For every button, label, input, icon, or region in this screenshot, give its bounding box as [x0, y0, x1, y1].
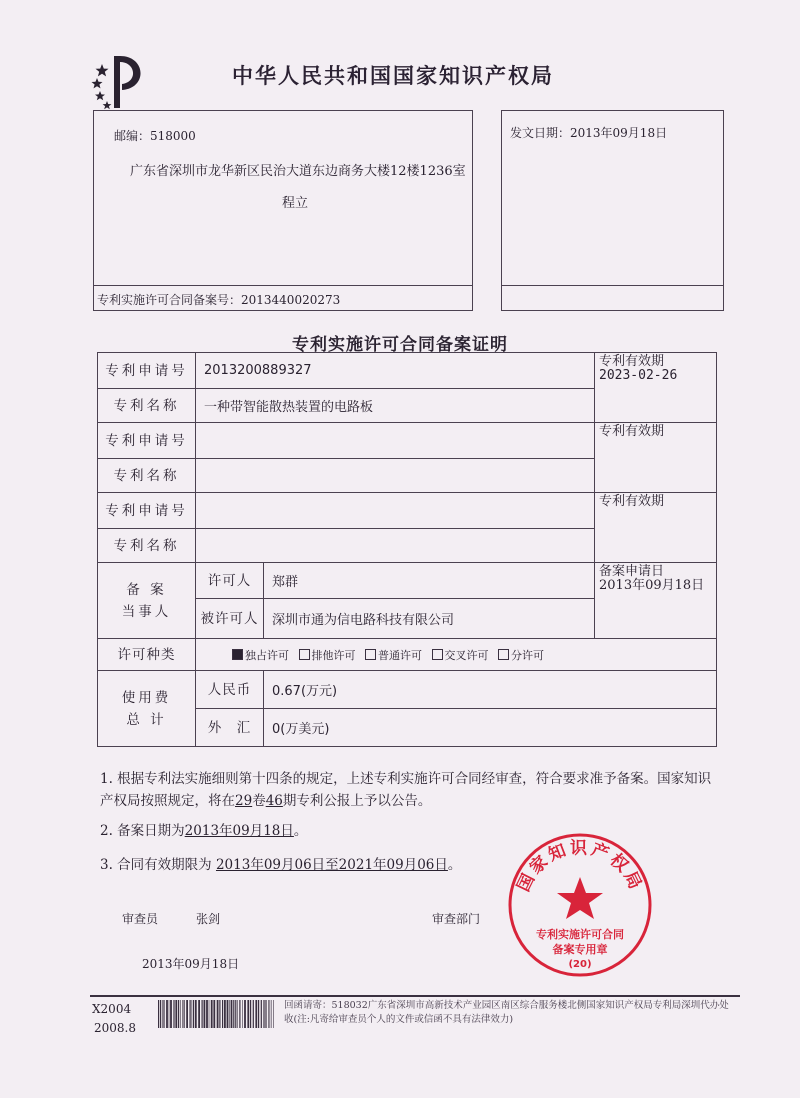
barcode-bar: [227, 1000, 229, 1028]
svg-text:(20): (20): [568, 959, 592, 970]
license-option: 分许可: [492, 649, 544, 662]
license-type-options: [196, 639, 717, 671]
patent-name-label: 专利名称: [98, 459, 196, 493]
checkbox-icon: [498, 649, 509, 660]
patent-name: [196, 459, 595, 493]
license-option: 交叉许可: [426, 649, 489, 662]
patent-validity-cell: [595, 493, 717, 563]
rmb-value: 0.67(万元): [264, 671, 717, 709]
barcode-bar: [255, 1000, 257, 1028]
barcode-bar: [158, 1000, 159, 1028]
svg-text:国家知识产权局: 国家知识产权局: [513, 838, 647, 895]
barcode-bar: [229, 1000, 230, 1028]
barcode-bar: [239, 1000, 240, 1028]
forex-value: 0(万美元): [264, 709, 717, 747]
barcode-bar: [175, 1000, 177, 1028]
record-table: [97, 352, 717, 747]
official-seal: [505, 830, 655, 980]
gazette-issue: 46: [265, 793, 283, 809]
licensee-name: 深圳市通为信电路科技有限公司: [264, 599, 595, 639]
barcode-bar: [270, 1000, 271, 1028]
license-option: 排他许可: [293, 649, 356, 662]
svg-text:备案专用章: 备案专用章: [552, 943, 608, 956]
licensor-name: 郑群: [264, 563, 595, 599]
barcode-bar: [206, 1000, 208, 1028]
filing-date: 2013年09月18日: [599, 578, 705, 593]
barcode-bar: [242, 1000, 243, 1028]
postcode: 邮编：518000: [114, 129, 196, 143]
barcode-bar: [170, 1000, 172, 1028]
patent-name-label: 专利名称: [98, 529, 196, 563]
license-option: 普通许可: [359, 649, 422, 662]
cnipa-logo: [88, 50, 148, 112]
patent-name: 一种带智能散热装置的电路板: [196, 389, 595, 423]
barcode-bar: [250, 1000, 251, 1028]
paragraph-2: 2. 备案日期为2013年09月18日。: [100, 823, 308, 839]
barcode-bar: [233, 1000, 234, 1028]
barcode-bar: [253, 1000, 254, 1028]
barcode-bar: [268, 1000, 269, 1028]
barcode-bar: [198, 1000, 200, 1028]
patent-app-label: 专利申请号: [98, 423, 196, 459]
parties-label: 备 案 当事人: [98, 563, 196, 639]
filing-date-text: 2013年09月18日: [184, 823, 294, 839]
licensee-label: 被许可人: [196, 599, 264, 639]
patent-name: [196, 529, 595, 563]
filing-date-cell: [595, 563, 717, 639]
checkbox-icon: [299, 649, 310, 660]
barcode-bar: [166, 1000, 168, 1028]
barcode-bar: [222, 1000, 223, 1028]
barcode-bar: [224, 1000, 226, 1028]
barcode-bar: [180, 1000, 181, 1028]
issue-date: 发文日期：2013年09月18日: [510, 126, 668, 140]
barcode-bar: [190, 1000, 191, 1028]
checkbox-icon: [232, 649, 243, 660]
barcode-bar: [244, 1000, 246, 1028]
license-option: 独占许可: [226, 649, 289, 662]
validity-range: 2013年09月06日至2021年09月06日: [215, 857, 448, 873]
gazette-volume: 29: [235, 793, 253, 809]
barcode-bar: [193, 1000, 194, 1028]
patent-app-label: 专利申请号: [98, 353, 196, 389]
patent-validity-label: 专利有效期: [599, 494, 665, 509]
svg-text:专利实施许可合同: 专利实施许可合同: [536, 928, 624, 941]
barcode-bar: [231, 1000, 233, 1028]
patent-validity-label: 专利有效期: [599, 424, 665, 439]
patent-app-number: 2013200889327: [196, 353, 595, 389]
checkbox-icon: [365, 649, 376, 660]
form-code: X2004: [92, 1002, 132, 1016]
barcode-bar: [273, 1000, 274, 1028]
barcode-bar: [186, 1000, 188, 1028]
barcode-bar: [265, 1000, 266, 1028]
org-title: 中华人民共和国国家知识产权局: [232, 64, 554, 88]
issue-date-box-lower: [501, 284, 724, 311]
licensor-label: 许可人: [196, 563, 264, 599]
barcode-bar: [263, 1000, 264, 1028]
form-date: 2008.8: [94, 1021, 136, 1035]
paragraph-1: 1. 根据专利法实施细则第十四条的规定，上述专利实施许可合同经审查，符合要求准予备案。国家知识产权局按照规定，将在29卷46期专利公报上予以公告。: [100, 771, 712, 809]
barcode-bar: [219, 1000, 220, 1028]
barcode-bar: [204, 1000, 206, 1028]
recipient-name: 程立: [282, 196, 309, 211]
patent-validity-label: 专利有效期: [599, 354, 665, 369]
barcode-bar: [237, 1000, 238, 1028]
barcode-bar: [235, 1000, 236, 1028]
reviewer-name: 张剑: [196, 912, 221, 926]
reviewer-label: 审查员: [122, 912, 159, 926]
patent-validity-cell: [595, 353, 717, 423]
barcode-bar: [213, 1000, 215, 1028]
footer-divider: [90, 995, 740, 997]
barcode-bar: [192, 1000, 193, 1028]
barcode-bar: [211, 1000, 213, 1028]
barcode-bar: [173, 1000, 174, 1028]
certificate-title: 专利实施许可合同备案证明: [292, 335, 508, 355]
patent-name-label: 专利名称: [98, 389, 196, 423]
return-address-note: 回函请寄：518032广东省深圳市高新技术产业园区南区综合服务楼北侧国家知识产权局专利局深圳代办处收(注:凡寄给审查员个人的文件或信函不具有法律效力): [284, 1000, 729, 1025]
barcode-bar: [247, 1000, 249, 1028]
barcode-image: [156, 998, 276, 1036]
contract-ref: 专利实施许可合同备案号：2013440020273: [97, 293, 341, 307]
barcode-bar: [217, 1000, 219, 1028]
barcode-bar: [261, 1000, 262, 1028]
signature-date: 2013年09月18日: [142, 957, 240, 971]
patent-app-label: 专利申请号: [98, 493, 196, 529]
barcode-bar: [178, 1000, 179, 1028]
mailing-address: 广东省深圳市龙华新区民治大道东边商务大楼12楼1236室: [130, 164, 466, 179]
barcode-bar: [184, 1000, 185, 1028]
rmb-label: 人民币: [196, 671, 264, 709]
barcode-bar: [258, 1000, 259, 1028]
forex-label: 外 汇: [196, 709, 264, 747]
paragraph-3: 3. 合同有效期限为 2013年09月06日至2021年09月06日。: [100, 857, 462, 873]
barcode-bar: [160, 1000, 161, 1028]
review-dept-label: 审查部门: [432, 912, 481, 926]
license-type-label: 许可种类: [98, 639, 196, 671]
barcode-bar: [271, 1000, 272, 1028]
patent-app-number: [196, 493, 595, 529]
barcode-bar: [195, 1000, 197, 1028]
patent-validity-date: 2023-02-26: [599, 368, 678, 383]
barcode-bar: [169, 1000, 170, 1028]
barcode-bar: [162, 1000, 163, 1028]
patent-validity-cell: [595, 423, 717, 493]
fee-label: 使用费 总 计: [98, 671, 196, 747]
filing-date-label: 备案申请日: [599, 564, 665, 579]
barcode-bar: [163, 1000, 164, 1028]
barcode-bar: [202, 1000, 203, 1028]
patent-app-number: [196, 423, 595, 459]
barcode-bar: [182, 1000, 183, 1028]
checkbox-icon: [432, 649, 443, 660]
barcode-bar: [209, 1000, 210, 1028]
